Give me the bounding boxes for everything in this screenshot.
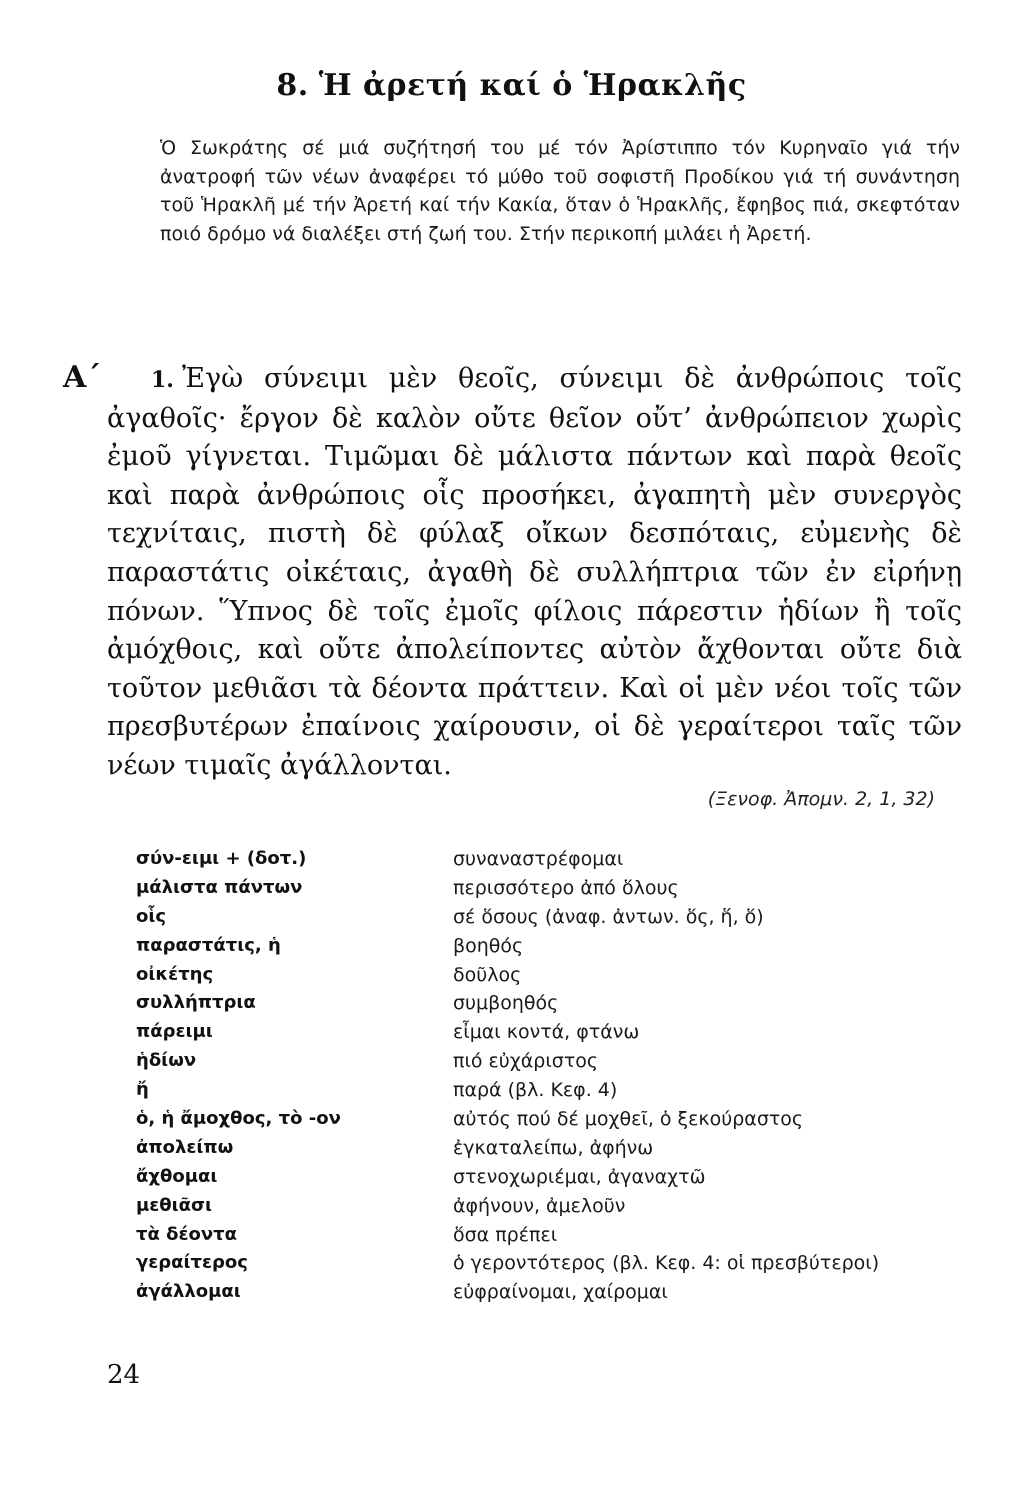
vocabulary-term: ἀγάλλομαι [136, 1281, 241, 1303]
vocabulary-definition: ὅσα πρέπει [453, 1223, 558, 1246]
ancient-text-body: Ἐγὼ σύνειμι μὲν θεοῖς, σύνειμι δὲ ἀνθρώποις τοῖς ἀγαθοῖς· ἔργον δὲ καλὸν οὔτε θεῖον οὔτ’ ἀνθρώπειον χωρὶς ἐμοῦ γίγνεται. Τιμῶμαι δὲ μάλιστα πάντων καὶ παρὰ θεοῖς καὶ παρὰ ἀνθρώποις οἷς προσήκει, ἀγαπητὴ μὲν συνεργὸς τεχνίταις, πιστὴ δὲ φύλαξ οἴκων δεσπόταις, εὐμενὴς δὲ παραστάτις οἰκέταις, ἀγαθὴ δὲ συλλήπτρια τῶν ἐν εἰρήνῃ πόνων. Ὕπνος δὲ τοῖς ἐμοῖς φίλοις πάρεστιν ἡδίων ἢ τοῖς ἀμόχθοις, καὶ οὔτε ἀπολείποντες αὐτὸν ἄχθονται οὔτε διὰ τοῦτον μεθιᾶσι τὰ δέοντα πράττειν. Καὶ οἱ μὲν νέοι τοῖς τῶν πρεσβυτέρων ἐπαίνοις χαίρουσιν, οἱ δὲ γεραίτεροι ταῖς τῶν νέων τιμαῖς ἀγάλλονται. [107, 363, 962, 781]
vocabulary-row [136, 1134, 956, 1163]
chapter-number: 8. [276, 68, 309, 103]
vocabulary-term: ἡδίων [136, 1050, 197, 1072]
vocabulary-term: σύν-ειμι + (δοτ.) [136, 848, 307, 869]
vocabulary-definition: συναναστρέφομαι [453, 848, 624, 870]
vocabulary-row [136, 845, 956, 874]
vocabulary-definition: δοῦλος [453, 963, 522, 986]
vocabulary-list [136, 845, 956, 1307]
vocabulary-definition: ἐγκαταλείπω, ἀφήνω [453, 1136, 654, 1159]
vocabulary-term: οἷς [136, 905, 167, 927]
vocabulary-row [136, 932, 956, 961]
vocabulary-row [136, 1278, 956, 1307]
vocabulary-term: ἀπολείπω [136, 1136, 234, 1158]
section-marker: Α΄ [63, 360, 102, 395]
vocabulary-row [136, 874, 956, 903]
vocabulary-row [136, 1221, 956, 1250]
vocabulary-row [136, 903, 956, 932]
chapter-heading [0, 68, 1023, 103]
vocabulary-definition: περισσότερο ἀπό ὅλους [453, 876, 679, 899]
vocabulary-term: ἄχθομαι [136, 1165, 218, 1187]
vocabulary-definition: παρά (βλ. Κεφ. 4) [453, 1079, 618, 1102]
vocabulary-row [136, 989, 956, 1018]
vocabulary-row [136, 1047, 956, 1076]
vocabulary-definition: στενοχωριέμαι, ἀγαναχτῶ [453, 1165, 706, 1188]
vocabulary-term: μεθιᾶσι [136, 1194, 213, 1216]
intro-paragraph: Ὁ Σωκράτης σέ μιά συζήτησή του μέ τόν Ἀρίστιππο τόν Κυρηναῖο γιά τήν ἀνατροφή τῶν νέων ἀναφέρει τό μύθο τοῦ σοφιστῆ Προδίκου γιά τή συνάντηση τοῦ Ἡρακλῆ μέ τήν Ἀρετή καί τήν Κακία, ὅταν ὁ Ἡρακλῆς, ἔφηβος πιά, σκεφτόταν ποιό δρόμο νά διαλέξει στή ζωή του. Στήν περικοπή μιλάει ἡ Ἀρετή. [160, 137, 960, 245]
vocabulary-term: τὰ δέοντα [136, 1223, 237, 1245]
vocabulary-term: οἰκέτης [136, 963, 214, 985]
vocabulary-definition: ἀφήνουν, ἀμελοῦν [453, 1194, 626, 1217]
vocabulary-definition: πιό εὐχάριστος [453, 1050, 599, 1073]
vocabulary-term: ὁ, ἡ ἄμοχθος, τὸ -ον [136, 1108, 341, 1130]
vocabulary-definition: αὐτός πού δέ μοχθεῖ, ὁ ξεκούραστος [453, 1108, 804, 1131]
vocabulary-term: παραστάτις, ἡ [136, 934, 281, 956]
ancient-text [107, 360, 962, 786]
vocabulary-term: πάρειμι [136, 1021, 213, 1043]
vocabulary-term: γεραίτερος [136, 1252, 248, 1274]
vocabulary-row [136, 1192, 956, 1221]
vocabulary-row [136, 1249, 956, 1278]
vocabulary-term: συλλήπτρια [136, 992, 256, 1014]
paragraph-number: 1. [151, 367, 174, 393]
vocabulary-definition: συμβοηθός [453, 992, 559, 1015]
vocabulary-row [136, 1163, 956, 1192]
vocabulary-definition: εὐφραίνομαι, χαίρομαι [453, 1281, 668, 1304]
page-number: 24 [107, 1360, 141, 1390]
vocabulary-row [136, 961, 956, 990]
vocabulary-definition: εἶμαι κοντά, φτάνω [453, 1021, 640, 1044]
vocabulary-term: μάλιστα πάντων [136, 876, 303, 898]
vocabulary-definition: ὁ γεροντότερος (βλ. Κεφ. 4: οἱ πρεσβύτεροι) [453, 1252, 880, 1275]
chapter-title: Ἡ ἀρετή καί ὁ Ἡρακλῆς [318, 68, 747, 103]
vocabulary-term: ἤ [136, 1079, 149, 1101]
source-citation: (Ξενοφ. Ἀπομν. 2, 1, 32) [707, 788, 935, 810]
vocabulary-row [136, 1105, 956, 1134]
vocabulary-row [136, 1018, 956, 1047]
vocabulary-definition: βοηθός [453, 934, 524, 957]
vocabulary-definition: σέ ὅσους (ἀναφ. ἀντων. ὅς, ἥ, ὅ) [453, 905, 764, 928]
vocabulary-row [136, 1076, 956, 1105]
